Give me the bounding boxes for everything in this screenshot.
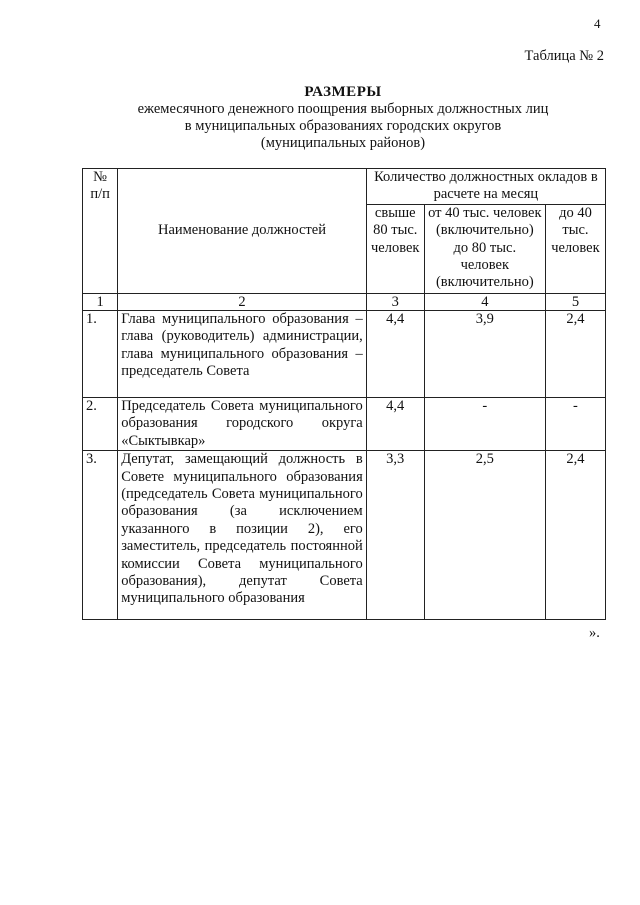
index-cell: 5 (545, 294, 605, 311)
document-subtitle-line-2: в муниципальных образованиях городских округов (184, 118, 502, 134)
header-col-3 (366, 204, 424, 293)
header-num-label: № п/п (90, 169, 110, 203)
row-num: 1. (83, 311, 118, 398)
row-value-col-3: 3,3 (366, 451, 424, 620)
row-position-name: Председатель Совета муниципального образования городского округа «Сыктывкар» (118, 398, 367, 451)
row-value-col-5: 2,4 (545, 451, 605, 620)
closing-quote-mark: ». (589, 625, 600, 641)
header-group (366, 169, 605, 205)
header-num (83, 169, 118, 294)
table-row (83, 398, 606, 451)
document-title-block (0, 84, 640, 152)
row-position-name: Глава муниципального образования – глава (руководитель) администрации, глава муниципального образования – председатель Совета (118, 311, 367, 398)
table-row (83, 311, 606, 398)
page-number: 4 (594, 16, 601, 31)
index-cell: 4 (424, 294, 545, 311)
row-position-name: Депутат, замещающий должность в Совете муниципального образования (председатель Совета муниципального образования (за исключением указанного в позиции 2), его заместитель, председатель постоянной комиссии Совета муниципального образования), депутат Совета муниципального образования (118, 451, 367, 620)
bonus-size-table (82, 168, 606, 620)
row-num: 3. (83, 451, 118, 620)
row-value-col-3: 4,4 (366, 398, 424, 451)
row-num: 2. (83, 398, 118, 451)
index-cell: 1 (83, 294, 118, 311)
header-group-label: Количество должностных окладов в расчете на месяц (374, 169, 598, 203)
document-subtitle-line-3: (муниципальных районов) (260, 135, 426, 151)
header-col-3-label: свыше 80 тыс. человек (371, 204, 420, 256)
header-col-5-label: до 40 тыс. человек (551, 204, 600, 256)
row-value-col-4: - (424, 398, 545, 451)
table-index-row (83, 294, 606, 311)
document-title: РАЗМЕРЫ (304, 84, 382, 100)
row-value-col-4: 3,9 (424, 311, 545, 398)
table-label: Таблица № 2 (524, 48, 604, 64)
table-header-row-1 (83, 169, 606, 205)
header-col-5 (545, 204, 605, 293)
row-value-col-5: 2,4 (545, 311, 605, 398)
header-name-label: Наименование должностей (157, 222, 326, 239)
index-cell: 3 (366, 294, 424, 311)
header-col-4 (424, 204, 545, 293)
table-row (83, 451, 606, 620)
row-value-col-5: - (545, 398, 605, 451)
row-value-col-4: 2,5 (424, 451, 545, 620)
row-value-col-3: 4,4 (366, 311, 424, 398)
document-subtitle-line-1: ежемесячного денежного поощрения выборных должностных лиц (137, 101, 549, 117)
header-col-4-label: от 40 тыс. человек (включительно) до 80 тыс. человек (включительно) (428, 204, 542, 291)
index-cell: 2 (118, 294, 367, 311)
header-name (118, 169, 367, 294)
